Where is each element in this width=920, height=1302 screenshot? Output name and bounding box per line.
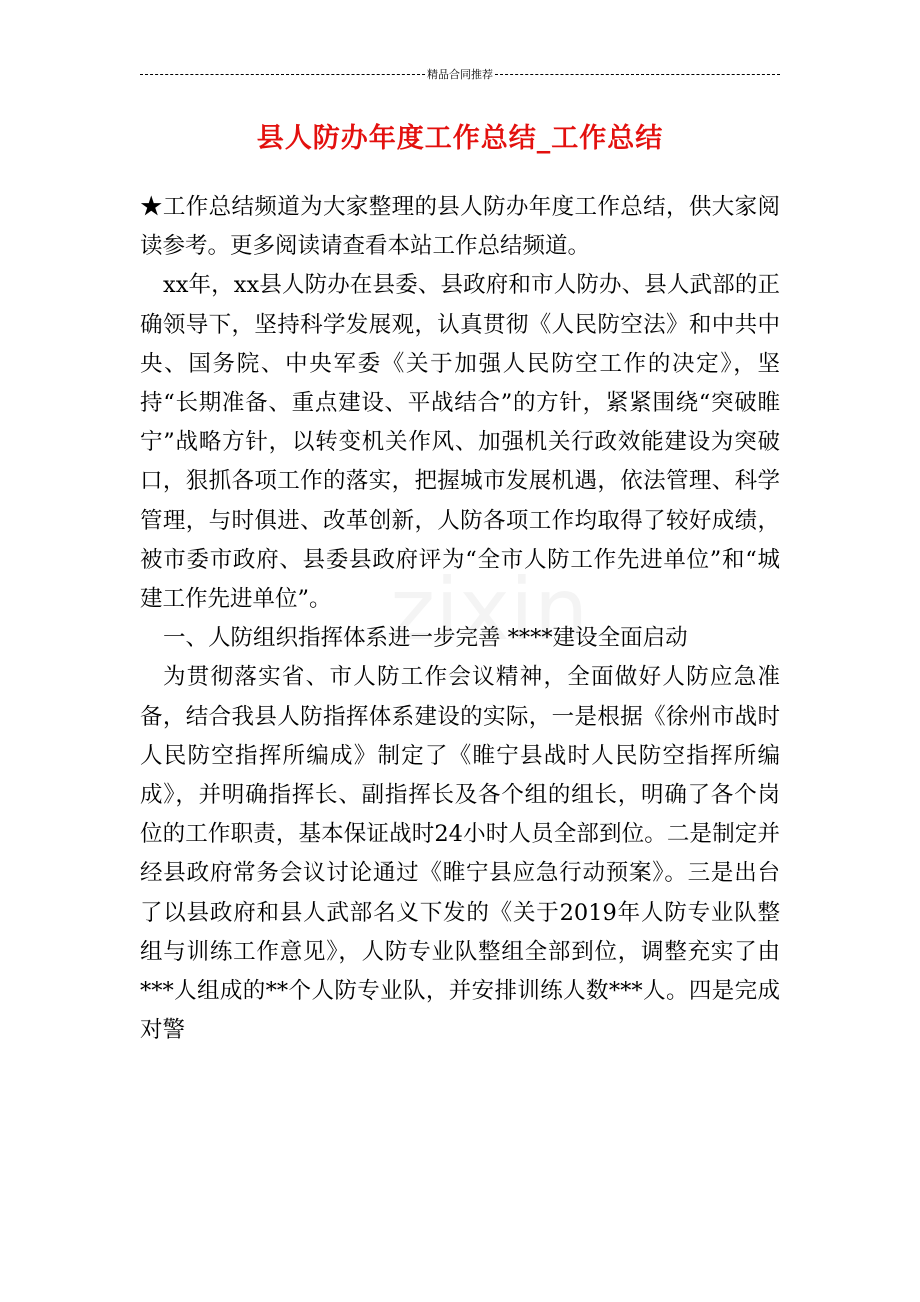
header-dash-right: [495, 74, 780, 75]
document-body: [140, 188, 780, 1050]
section-heading: 一、人防组织指挥体系进一步完善 ****建设全面启动: [163, 625, 688, 652]
document-title: 县人防办年度工作总结_工作总结: [256, 123, 664, 154]
header-label: 精品合同推荐: [427, 68, 493, 81]
intro-paragraph: ★工作总结频道为大家整理的县人防办年度工作总结，供大家阅读参考。更多阅读请查看本站工作总结频道。: [140, 194, 780, 260]
body-paragraph: xx年，xx县人防办在县委、县政府和市人防办、县人武部的正确领导下，坚持科学发展观，认真贯彻《人民防空法》和中共中央、国务院、中央军委《关于加强人民防空工作的决定》，坚持“长期准备、重点建设、平战结合”的方针，紧紧围绕“突破睢宁”战略方针，以转变机关作风、加强机关行政效能建设为突破口，狠抓各项工作的落实，把握城市发展机遇，依法管理、科学管理，与时俱进、改革创新，人防各项工作均取得了较好成绩，被市委市政府、县委县政府评为“全市人防工作先进单位”和“城建工作先进单位”。: [140, 272, 780, 613]
header-rule: [140, 66, 780, 82]
header-dash-left: [140, 74, 425, 75]
body-paragraph: 为贯彻落实省、市人防工作会议精神，全面做好人防应急准备，结合我县人防指挥体系建设的实际，一是根据《徐州市战时人民防空指挥所编成》制定了《睢宁县战时人民防空指挥所编成》，并明确指挥长、副指挥长及各个组的组长，明确了各个岗位的工作职责，基本保证战时24小时人员全部到位。二是制定并经县政府常务会议讨论通过《睢宁县应急行动预案》。三是出台了以县政府和县人武部名义下发的《关于2019年人防专业队整组与训练工作意见》，人防专业队整组全部到位，调整充实了由***人组成的**个人防专业队，并安排训练人数***人。四是完成对警: [140, 664, 780, 1044]
